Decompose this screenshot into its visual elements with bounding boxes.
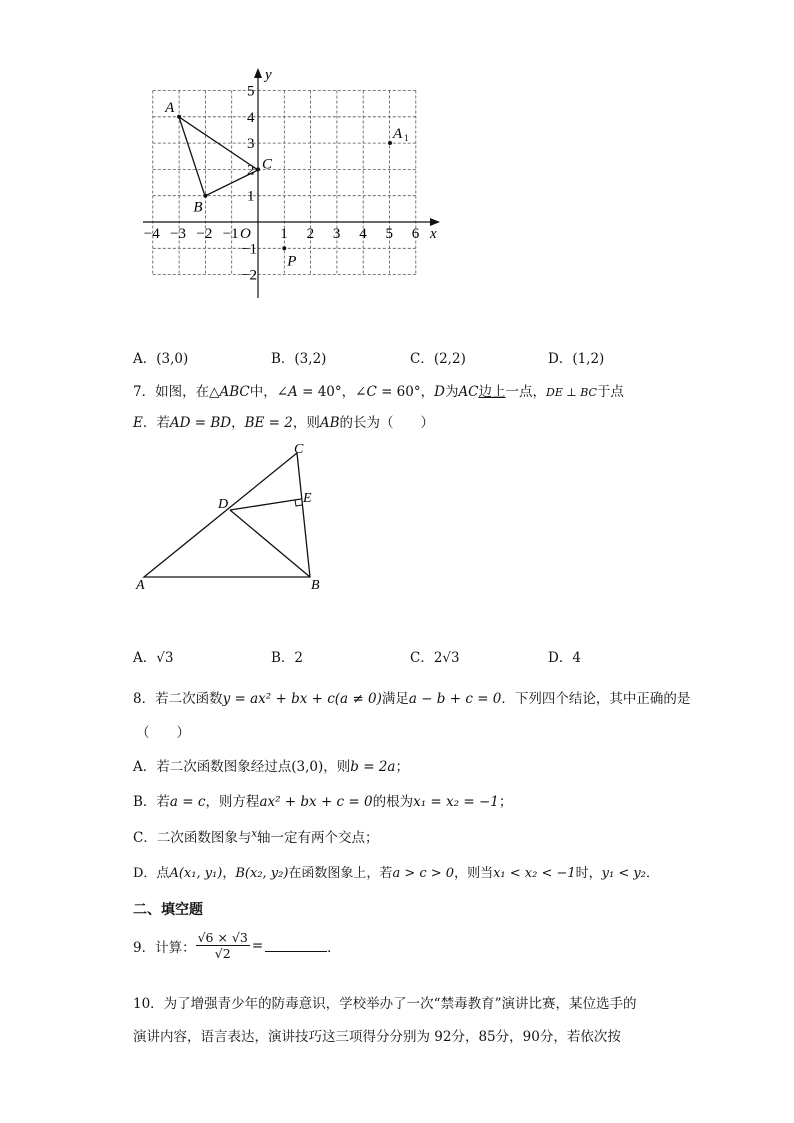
x-tick-label: −4 [143,226,160,242]
y-tick-label: 1 [247,188,255,205]
x-axis [143,218,440,226]
x-tick-label: 6 [411,226,420,242]
x-tick-label: 1 [280,226,288,242]
x-tick-label: 4 [359,226,367,242]
point-a1-dot [388,141,392,145]
q9-answer-blank[interactable] [265,939,327,952]
label-c: C [294,442,304,457]
y-tick-label: −1 [241,241,257,258]
label-a: A [136,578,145,593]
q6-option-c: C．(2,2) [410,351,466,367]
y-tick-label: 3 [247,136,255,153]
q7-option-b: B．2 [271,650,304,666]
grid-points [164,100,296,269]
point-c-label: C [262,156,273,173]
q10-line2: 演讲内容，语言表达，演讲技巧这三项得分分别为 92分，85分，90分，若依次按 [133,1029,621,1045]
section-title-fill-in: 二、填空题 [133,902,203,918]
q8-line2: （ ） [136,725,190,741]
point-b-label: B [193,199,203,216]
segment-db [230,510,310,577]
x-axis-label: x [430,226,437,242]
q9-line: 9．计算： $\frac{√6 \times √3}{√2}$ = ． [133,930,341,961]
q8-option-a: A．若二次函数图象经过点(3,0)，则b = 2a； [133,759,409,775]
q7-option-d: D．4 [548,650,581,666]
right-angle-mark [295,500,302,506]
q7-line1: 7．如图，在△ABC中，∠A = 40°，∠C = 60°，D为AC边上一点，DE ⊥ BC于点 [133,384,624,400]
triangle-abc [179,117,258,196]
label-b: B [311,578,320,593]
point-p-label: P [287,253,297,270]
triangle-figure [120,440,350,600]
segment-de [230,499,301,510]
x-tick-label: −3 [170,226,187,242]
point-b-dot [203,194,207,198]
y-tick-label: 2 [247,162,255,179]
q8-option-b: B．若a = c，则方程ax² + bx + c = 0的根为x₁ = x₂ = −1； [133,794,513,810]
y-tick-labels [241,84,257,284]
q8-option-c: C．二次函数图象与$^x$轴一定有两个交点； [133,828,379,846]
q6-option-d: D．(1,2) [548,351,605,367]
q7-option-a: A．√3 [133,650,174,666]
y-tick-label: −2 [241,267,257,284]
y-tick-label: 5 [247,83,255,100]
point-a1-subscript: 1 [404,133,409,143]
x-tick-label: −2 [196,226,213,242]
y-tick-label: 4 [247,109,255,126]
q10-line1: 10．为了增强青少年的防毒意识，学校举办了一次“禁毒教育”演讲比赛，某位选手的 [133,996,637,1012]
label-e: E [303,491,312,506]
x-tick-label: 5 [385,226,393,242]
x-tick-label: 3 [332,226,341,242]
x-tick-label: −1 [222,226,239,242]
origin-label: O [240,226,251,242]
triangle-abc-outline [144,453,310,577]
point-p-dot [282,246,286,250]
x-tick-label: 2 [306,226,315,242]
y-axis-label: y [265,67,272,83]
coordinate-grid-figure [0,0,460,300]
q6-option-a: A．(3,0) [133,351,189,367]
q8-line1: 8．若二次函数y = ax² + bx + c(a ≠ 0)满足a − b + c = 0．下列四个结论，其中正确的是 [133,691,691,707]
q7-option-c: C．2√3 [410,650,460,666]
point-a-dot [177,115,181,119]
q8-option-d: D．点A(x₁, y₁)，B(x₂, y₂)在函数图象上，若a > c > 0，则当x₁ < x₂ < −1时，y₁ < y₂． [133,866,659,881]
point-a1 [388,126,409,145]
point-a1-letter: A [393,126,403,142]
x-tick-labels [144,226,420,242]
point-c-dot [256,167,260,171]
y-axis [254,68,262,298]
q7-line2: E．若AD = BD，BE = 2，则AB的长为（ ） [133,415,435,431]
q9-fraction: $\frac{√6 \times √3}{√2}$ [197,930,248,961]
point-a-label: A [165,99,175,116]
label-d: D [218,497,229,512]
q6-option-b: B．(3,2) [271,351,327,367]
